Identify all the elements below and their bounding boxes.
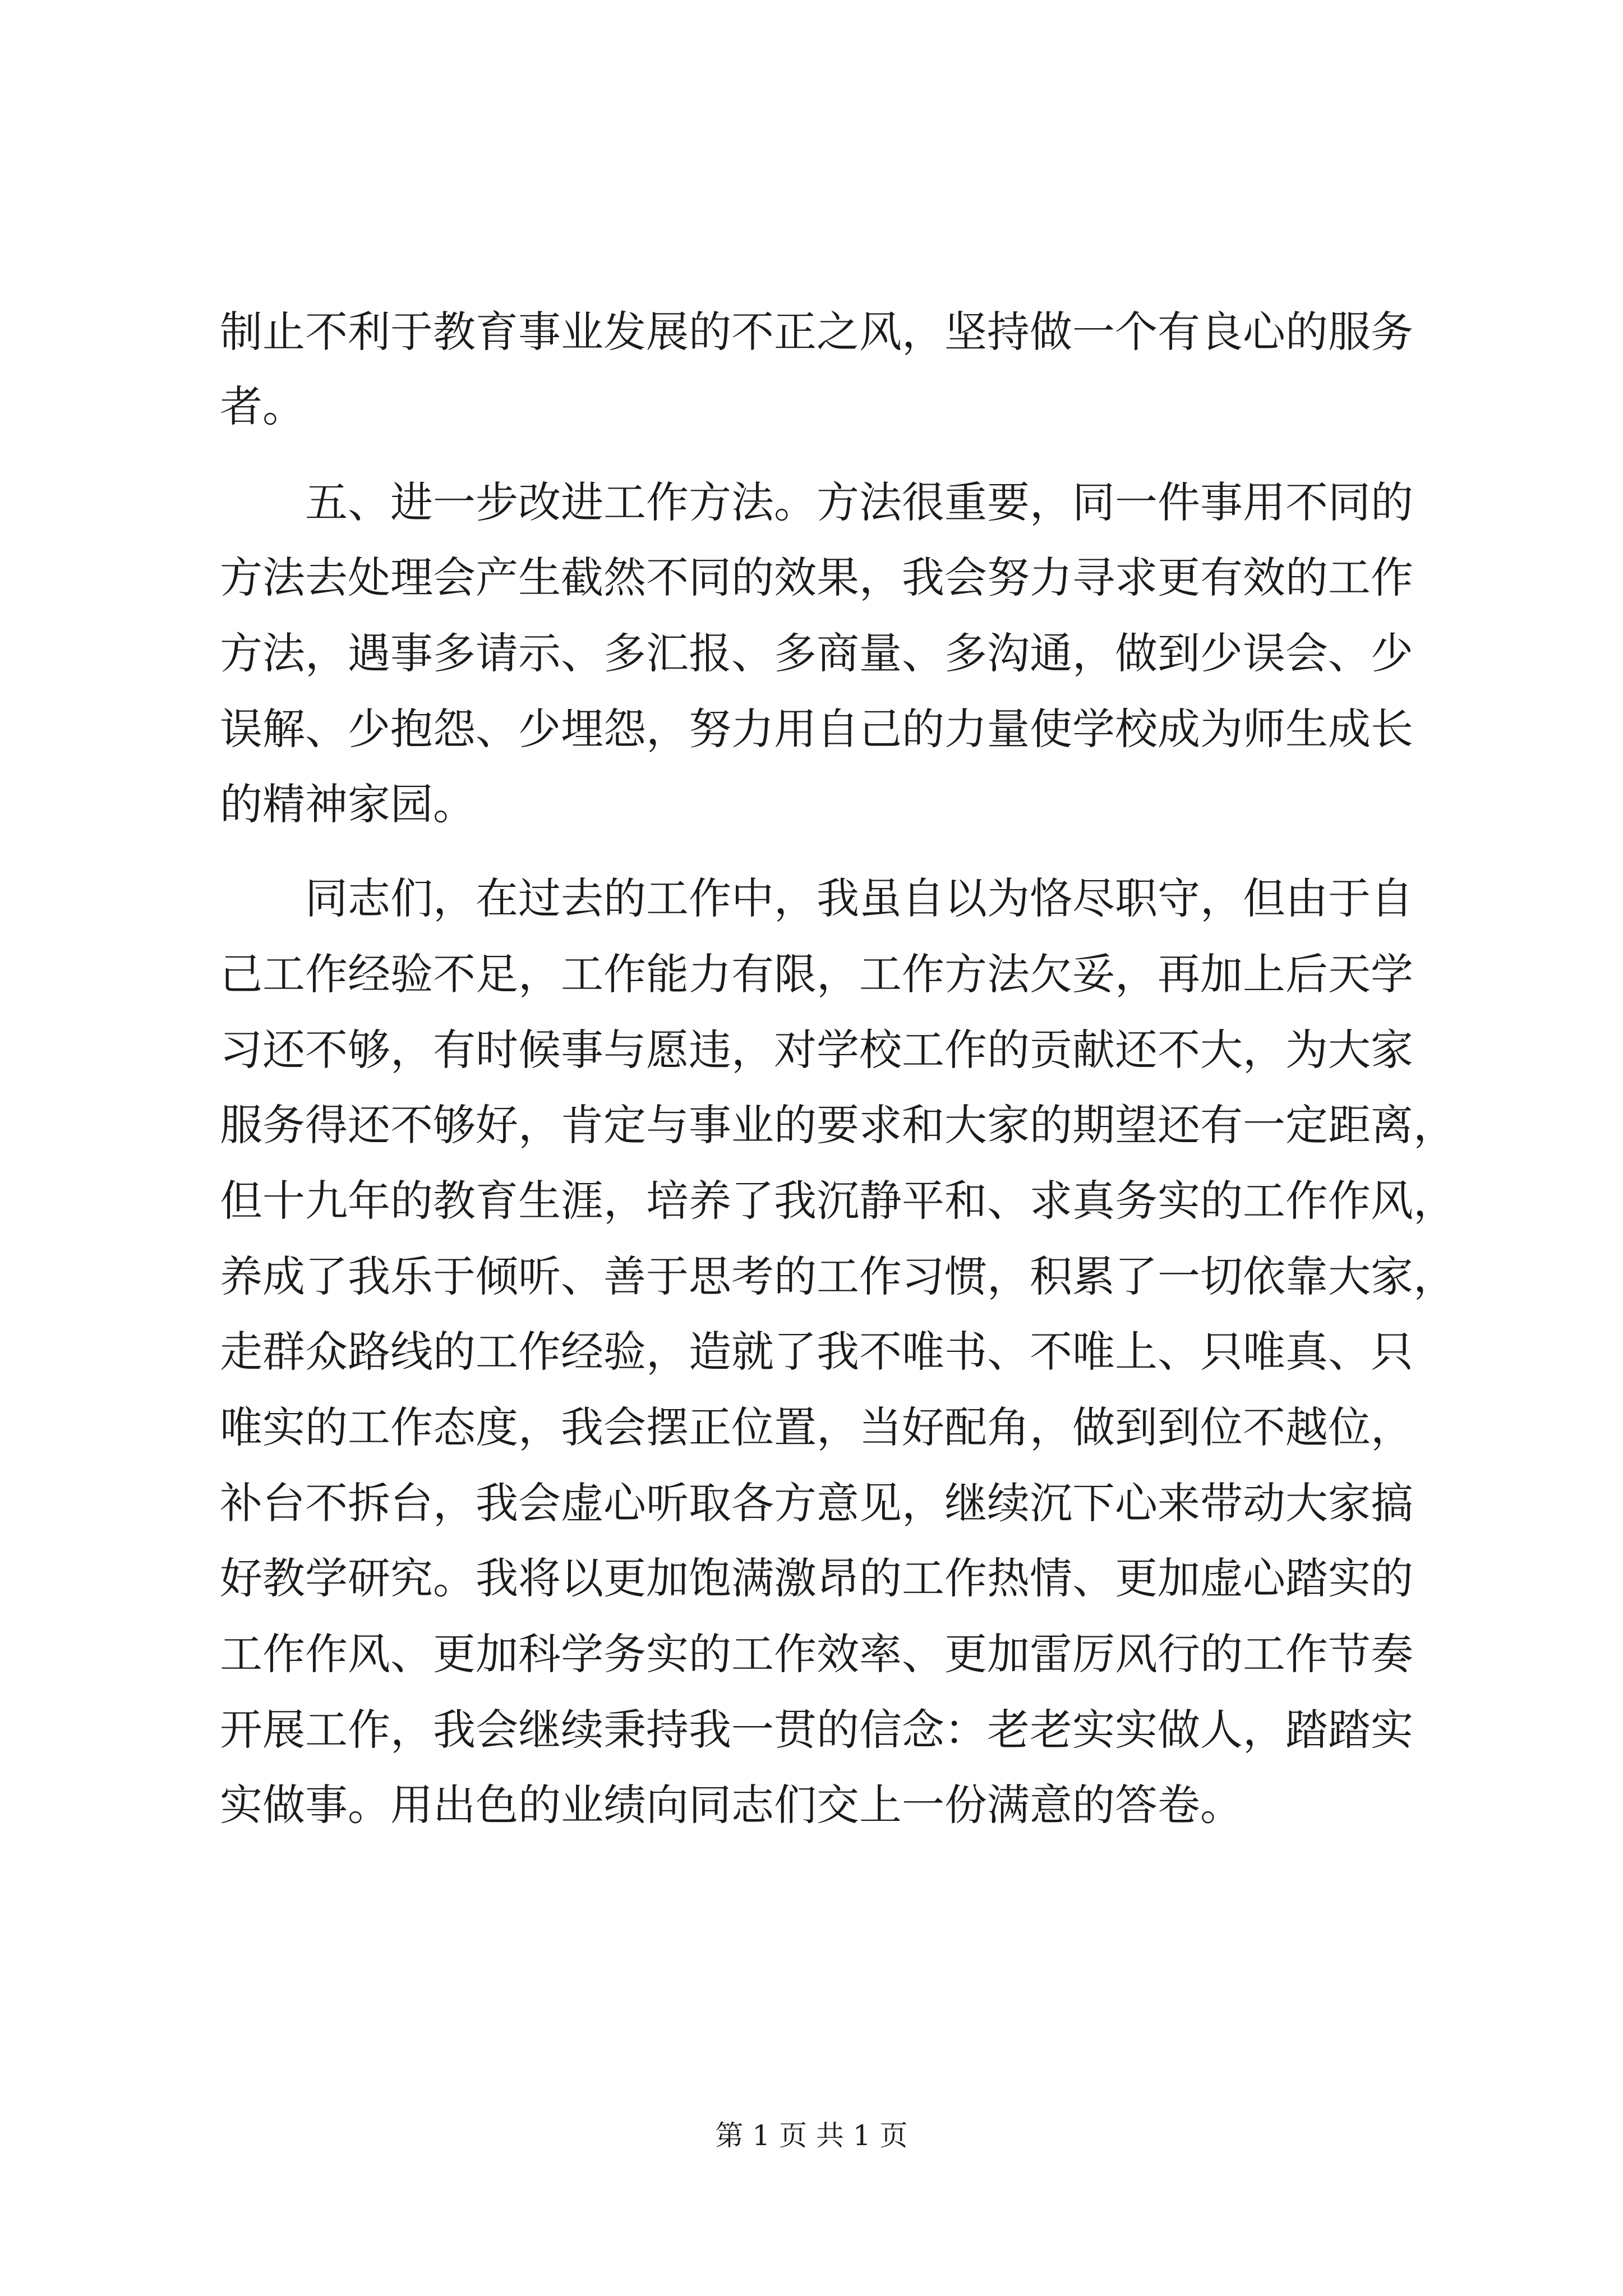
text-line: 者。 [220,381,305,431]
page-number-footer: 第 1 页 共 1 页 [715,2119,908,2152]
text-line: 方法，遇事多请示、多汇报、多商量、多沟通，做到少误会、少 [220,628,1413,678]
text-line: 习还不够，有时候事与愿违，对学校工作的贡献还不大，为大家 [220,1025,1413,1075]
text-line: 好教学研究。我将以更加饱满激昂的工作热情、更加虚心踏实的 [220,1553,1413,1603]
text-line: 己工作经验不足，工作能力有限，工作方法欠妥，再加上后天学 [220,949,1413,999]
text-line: 制止不利于教育事业发展的不正之风，坚持做一个有良心的服务 [220,307,1413,357]
text-line: 的精神家园。 [220,779,476,829]
text-line: 走群众路线的工作经验，造就了我不唯书、不唯上、只唯真、只 [220,1327,1413,1377]
text-line: 唯实的工作态度，我会摆正位置，当好配角，做到到位不越位， [220,1402,1413,1452]
text-line: 补台不拆台，我会虚心听取各方意见，继续沉下心来带动大家搞 [220,1478,1413,1528]
text-line: 但十九年的教育生涯，培养了我沉静平和、求真务实的工作作风， [220,1176,1456,1226]
text-line: 实做事。用出色的业绩向同志们交上一份满意的答卷。 [220,1780,1243,1830]
text-line: 五、进一步改进工作方法。方法很重要，同一件事用不同的 [305,477,1413,527]
text-line: 开展工作，我会继续秉持我一贯的信念：老老实实做人，踏踏实 [220,1705,1413,1755]
text-line: 同志们，在过去的工作中，我虽自以为恪尽职守，但由于自 [305,873,1413,923]
text-line: 误解、少抱怨、少埋怨，努力用自己的力量使学校成为师生成长 [220,704,1413,754]
text-line: 工作作风、更加科学务实的工作效率、更加雷厉风行的工作节奏 [220,1629,1413,1679]
text-line: 养成了我乐于倾听、善于思考的工作习惯，积累了一切依靠大家， [220,1251,1456,1301]
text-line: 方法去处理会产生截然不同的效果，我会努力寻求更有效的工作 [220,553,1413,602]
text-line: 服务得还不够好，肯定与事业的要求和大家的期望还有一定距离， [220,1100,1456,1150]
